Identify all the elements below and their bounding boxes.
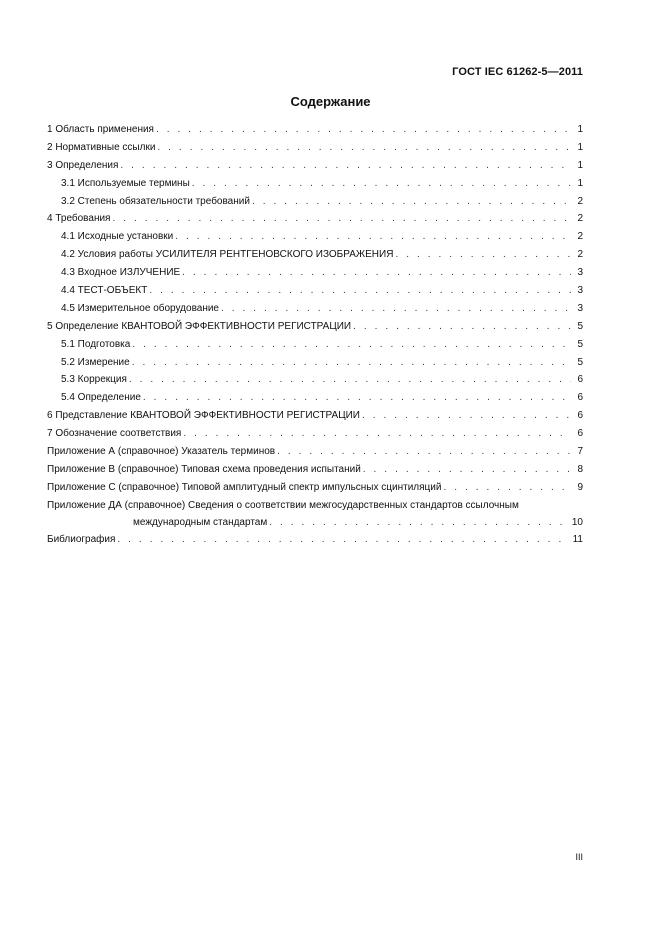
toc-leader-dots (221, 300, 571, 318)
toc-entry[interactable] (47, 228, 583, 246)
toc-entry-page: 5 (577, 320, 583, 332)
toc-entry-label-continued: международным стандартам (133, 516, 268, 528)
toc-entry[interactable] (47, 354, 583, 372)
toc-entry-label: 4.3 Входное ИЗЛУЧЕНИЕ (61, 267, 181, 279)
toc-entry-label: Приложение В (справочное) Типовая схема проведения испытаний (47, 463, 361, 475)
toc-leader-dots (252, 193, 571, 211)
toc-entry-label: 5.3 Коррекция (61, 374, 127, 386)
toc-entry-page: 8 (577, 463, 583, 475)
toc-title: Содержание (290, 94, 371, 109)
toc-entry[interactable] (47, 210, 583, 228)
toc-entry-page: 3 (577, 302, 583, 314)
toc-entry-label: 5.2 Измерение (61, 356, 130, 368)
toc-leader-dots (112, 210, 571, 228)
table-of-contents (47, 121, 583, 549)
toc-leader-dots (143, 389, 571, 407)
toc-entry[interactable] (47, 300, 583, 318)
toc-entry-page: 3 (577, 285, 583, 297)
document-code: ГОСТ IEC 61262-5—2011 (452, 66, 583, 78)
toc-entry-label: 4 Требования (47, 213, 111, 225)
toc-entry[interactable] (47, 425, 583, 443)
toc-entry[interactable] (47, 175, 583, 193)
toc-entry-page: 2 (577, 213, 583, 225)
toc-entry-label: Приложение С (справочное) Типовой амплитудный спектр импульсных сцинтиляций (47, 481, 442, 493)
toc-entry[interactable] (47, 157, 583, 175)
toc-entry[interactable] (47, 407, 583, 425)
toc-entry[interactable] (47, 336, 583, 354)
toc-entry-page: 1 (577, 124, 583, 135)
toc-entry-page: 10 (571, 516, 583, 528)
toc-entry-appendix-da[interactable] (47, 497, 583, 531)
toc-entry-label: 4.4 ТЕСТ-ОБЪЕКТ (61, 285, 148, 297)
toc-leader-dots (395, 246, 571, 264)
toc-entry-label: 3.2 Степень обязательности требований (61, 195, 250, 207)
toc-entry[interactable] (47, 371, 583, 389)
toc-entry[interactable] (47, 282, 583, 300)
toc-leader-dots (157, 139, 571, 157)
toc-entry[interactable] (47, 318, 583, 336)
toc-leader-dots (443, 479, 571, 497)
toc-entry-bibliography[interactable] (47, 531, 583, 549)
toc-entry-page: 6 (577, 410, 583, 422)
toc-entry-label: 5 Определение КВАНТОВОЙ ЭФФЕКТИВНОСТИ РЕГИСТРАЦИИ (47, 320, 352, 332)
toc-entry-page: 5 (577, 356, 583, 368)
page-number: III (575, 852, 583, 862)
toc-entry-label: 5.1 Подготовка (61, 338, 131, 350)
toc-leader-dots (183, 425, 571, 443)
toc-leader-dots (149, 282, 571, 300)
toc-entry-label: Приложение А (справочное) Указатель терминов (47, 446, 276, 458)
toc-entry[interactable] (47, 121, 583, 139)
toc-entry-page: 6 (577, 392, 583, 404)
toc-leader-dots (117, 531, 569, 549)
toc-entry-page: 6 (577, 374, 583, 386)
toc-entry-page: 3 (577, 267, 583, 279)
toc-entry[interactable] (47, 139, 583, 157)
toc-entry[interactable] (47, 461, 583, 479)
toc-entry-label: 4.1 Исходные установки (61, 231, 174, 243)
toc-leader-dots (192, 175, 571, 193)
toc-entry-label: Приложение ДА (справочное) Сведения о соответствии межгосударственных стандартов ссылочным (47, 499, 519, 511)
toc-entry-label: 1 Область применения (47, 124, 154, 135)
toc-leader-dots (132, 354, 571, 372)
toc-entry-label: 2 Нормативные ссылки (47, 141, 156, 153)
toc-entry[interactable] (47, 246, 583, 264)
toc-entry[interactable] (47, 264, 583, 282)
toc-entry-page: 1 (577, 177, 583, 189)
toc-entry-page: 6 (577, 428, 583, 440)
toc-entry[interactable] (47, 443, 583, 461)
toc-leader-dots (175, 228, 571, 246)
toc-entry-page: 7 (577, 446, 583, 458)
toc-leader-dots (353, 318, 571, 336)
toc-entry-page: 2 (577, 231, 583, 243)
toc-leader-dots (269, 514, 569, 531)
toc-entry-page: 1 (577, 141, 583, 153)
toc-entry[interactable] (47, 193, 583, 211)
toc-entry-page: 2 (577, 195, 583, 207)
toc-entry-label: 3 Определения (47, 159, 119, 171)
toc-leader-dots (362, 407, 571, 425)
toc-entry-label: 5.4 Определение (61, 392, 141, 404)
toc-entry-label: 7 Обозначение соответствия (47, 428, 182, 440)
toc-entry-label: 6 Представление КВАНТОВОЙ ЭФФЕКТИВНОСТИ РЕГИСТРАЦИИ (47, 410, 360, 422)
toc-entry-label: Библиография (47, 533, 116, 545)
toc-leader-dots (182, 264, 571, 282)
toc-entry-page: 11 (572, 533, 583, 545)
toc-leader-dots (363, 461, 571, 479)
toc-leader-dots (132, 336, 571, 354)
toc-entry-label: 3.1 Используемые термины (61, 177, 190, 189)
toc-entry-page: 5 (577, 338, 583, 350)
toc-entry-page: 9 (577, 481, 583, 493)
toc-entry[interactable] (47, 479, 583, 497)
toc-leader-dots (120, 157, 571, 175)
toc-entry-page: 2 (577, 249, 583, 261)
toc-leader-dots (129, 371, 571, 389)
toc-entry-label: 4.5 Измерительное оборудование (61, 302, 219, 314)
toc-entry[interactable] (47, 389, 583, 407)
toc-entry-label: 4.2 Условия работы УСИЛИТЕЛЯ РЕНТГЕНОВСКОГО ИЗОБРАЖЕНИЯ (61, 249, 394, 261)
toc-entry-page: 1 (577, 159, 583, 171)
toc-leader-dots (277, 443, 571, 461)
toc-leader-dots (156, 121, 571, 139)
